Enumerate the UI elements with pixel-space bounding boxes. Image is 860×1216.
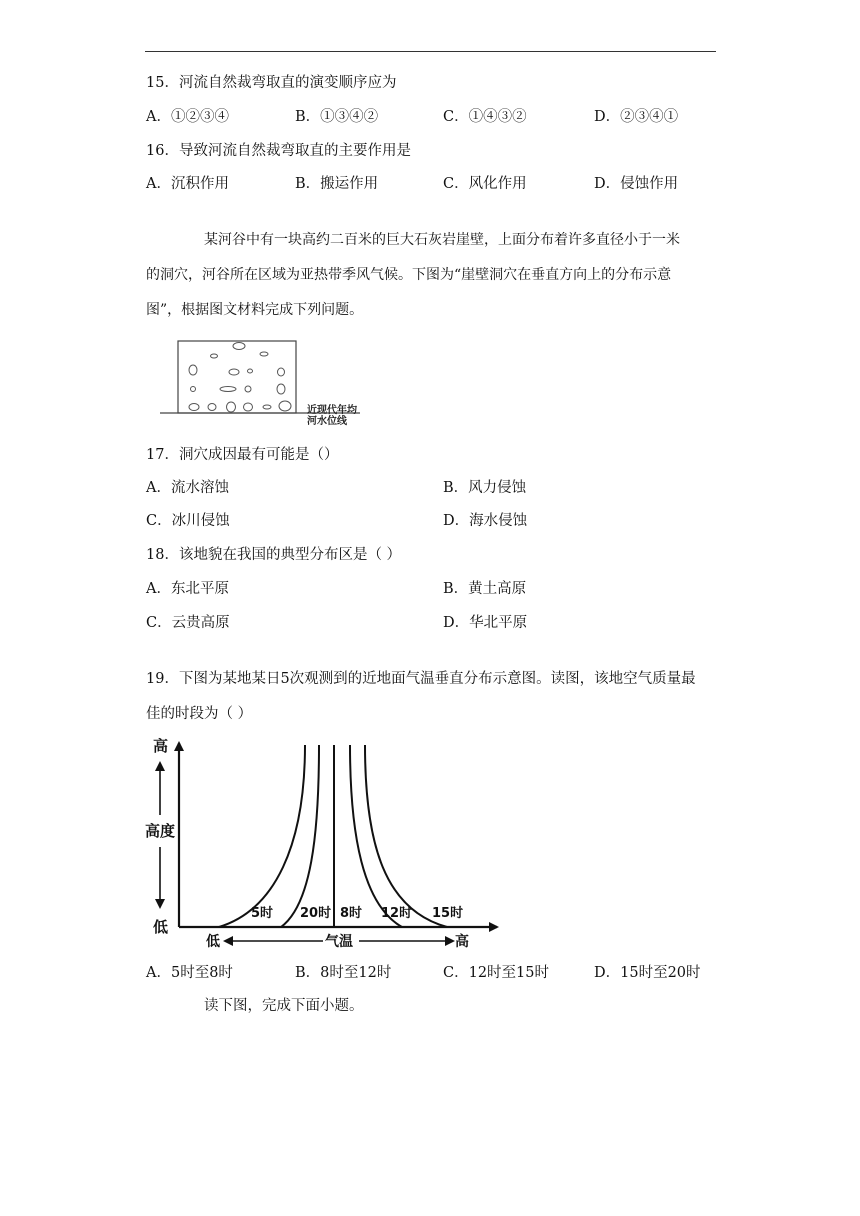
- q16-stem: 16．导致河流自然裁弯取直的主要作用是: [146, 143, 411, 159]
- series-label-20时: 20时: [300, 906, 332, 921]
- q19-stem-line-2: 佳的时段为（ ）: [146, 706, 253, 722]
- q17-option-c[interactable]: C．冰川侵蚀: [146, 513, 230, 529]
- x-high-label: 高: [455, 934, 469, 950]
- q19-option-a[interactable]: A．5时至8时: [146, 965, 233, 981]
- instruction-text: 读下图，完成下面小题。: [204, 998, 364, 1014]
- series-line-12时: [350, 745, 402, 927]
- q19-option-c[interactable]: C．12时至15时: [443, 965, 549, 981]
- x-axis-label: 气温: [325, 934, 353, 950]
- q15-option-b[interactable]: B．①③④②: [295, 109, 379, 125]
- q17-stem: 17．洞穴成因最有可能是（）: [146, 447, 339, 463]
- series-line-5时: [219, 745, 305, 927]
- q17-option-b[interactable]: B．风力侵蚀: [443, 480, 527, 496]
- material-line-3: 图”，根据图文材料完成下列问题。: [146, 302, 364, 318]
- q16-option-a[interactable]: A．沉积作用: [146, 176, 229, 192]
- q18-stem: 18．该地貌在我国的典型分布区是（ ）: [146, 547, 402, 563]
- y-low-label: 低: [153, 918, 169, 936]
- material-line-1: 某河谷中有一块高约二百米的巨大石灰岩崖壁，上面分布着许多直径小于一米: [204, 232, 680, 248]
- q15-option-d[interactable]: D．②③④①: [594, 109, 679, 125]
- q19-option-b[interactable]: B．8时至12时: [295, 965, 392, 981]
- q18-option-c[interactable]: C．云贵高原: [146, 615, 230, 631]
- q19-option-d[interactable]: D．15时至20时: [594, 965, 701, 981]
- q15-stem: 15．河流自然裁弯取直的演变顺序应为: [146, 75, 397, 91]
- q18-option-a[interactable]: A．东北平原: [146, 581, 229, 597]
- q15-option-a[interactable]: A．①②③④: [146, 109, 229, 125]
- water-level-label-2: 河水位线: [307, 416, 347, 427]
- series-label-15时: 15时: [432, 906, 464, 921]
- q17-option-a[interactable]: A．流水溶蚀: [146, 480, 229, 496]
- x-low-label: 低: [206, 934, 220, 950]
- q15-option-c[interactable]: C．①④③②: [443, 109, 527, 125]
- q19-stem-line-1: 19．下图为某地某日5次观测到的近地面气温垂直分布示意图。读图，该地空气质量最: [146, 671, 696, 687]
- q18-option-b[interactable]: B．黄土高原: [443, 581, 527, 597]
- cliff-cave-figure: [160, 335, 375, 430]
- q18-option-d[interactable]: D．华北平原: [443, 615, 528, 631]
- q16-option-c[interactable]: C．风化作用: [443, 176, 527, 192]
- q16-option-b[interactable]: B．搬运作用: [295, 176, 379, 192]
- temperature-profile-chart: [145, 735, 505, 953]
- series-line-20时: [281, 745, 319, 927]
- q17-option-d[interactable]: D．海水侵蚀: [443, 513, 528, 529]
- material-line-2: 的洞穴，河谷所在区域为亚热带季风气候。下图为“崖壁洞穴在垂直方向上的分布示意: [146, 267, 672, 283]
- y-axis-label: 高度: [145, 822, 176, 840]
- y-high-label: 高: [153, 737, 169, 755]
- q16-option-d[interactable]: D．侵蚀作用: [594, 176, 679, 192]
- series-label-12时: 12时: [381, 906, 413, 921]
- cliff-outline: [178, 341, 296, 413]
- water-level-label-1: 近现代年均: [307, 405, 357, 416]
- cave-holes: [189, 343, 291, 413]
- series-label-8时: 8时: [340, 906, 363, 921]
- header-rule: [145, 51, 716, 52]
- series-label-5时: 5时: [251, 906, 274, 921]
